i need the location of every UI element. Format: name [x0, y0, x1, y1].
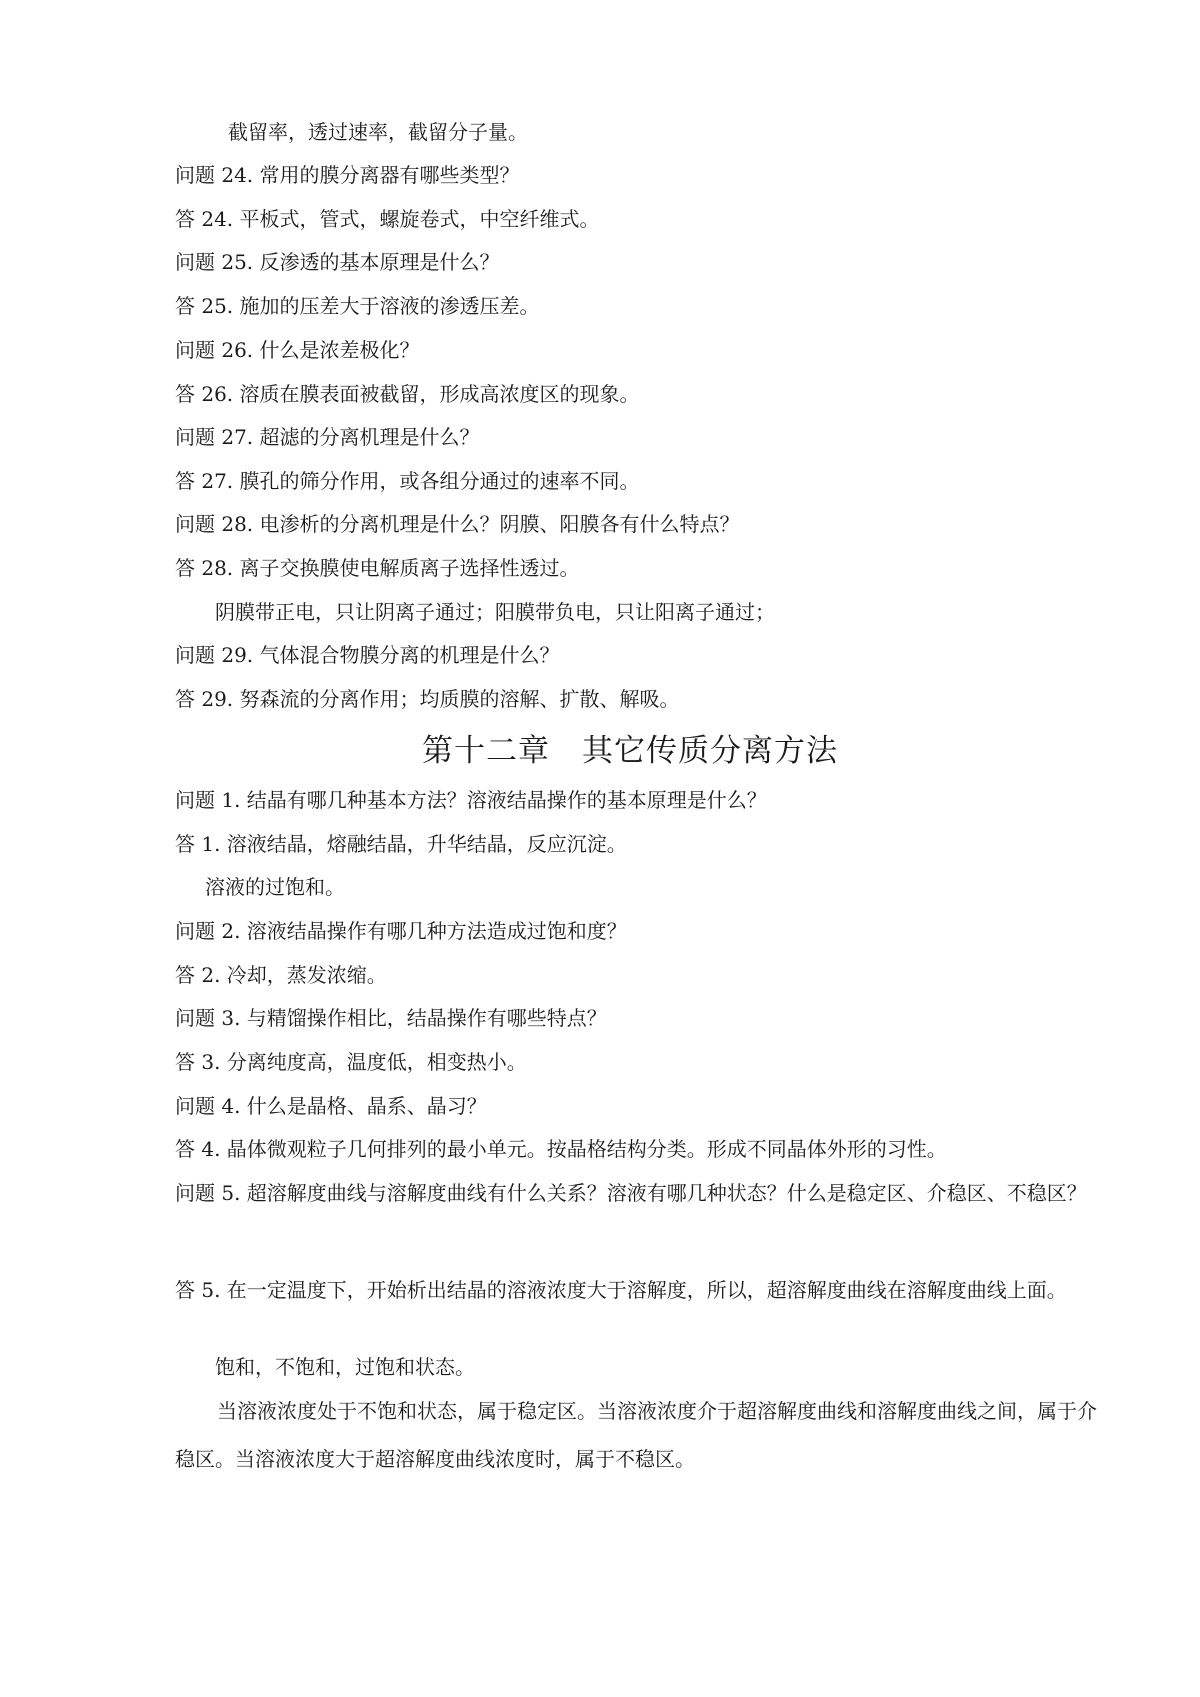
answer-24: 答 24. 平板式，管式，螺旋卷式，中空纤维式。 [175, 207, 600, 231]
answer-28-continuation: 阴膜带正电，只让阴离子通过；阳膜带负电，只让阳离子通过； [215, 600, 775, 624]
question-24: 问题 24. 常用的膜分离器有哪些类型？ [175, 163, 520, 187]
answer-26: 答 26. 溶质在膜表面被截留，形成高浓度区的现象。 [175, 382, 640, 406]
answer-2: 答 2. 冷却，蒸发浓缩。 [175, 963, 387, 987]
answer-5-regions: 当溶液浓度处于不饱和状态，属于稳定区。当溶液浓度介于超溶解度曲线和溶解度曲线之间，属于介稳区。当溶液浓度大于超溶解度曲线浓度时，属于不稳区。 [175, 1399, 1097, 1471]
question-26: 问题 26. 什么是浓差极化？ [175, 338, 420, 362]
answer-4: 答 4. 晶体微观粒子几何排列的最小单元。按晶格结构分类。形成不同晶体外形的习性。 [175, 1137, 947, 1161]
answer-1: 答 1. 溶液结晶，熔融结晶，升华结晶，反应沉淀。 [175, 832, 627, 856]
question-1: 问题 1. 结晶有哪几种基本方法？溶液结晶操作的基本原理是什么？ [175, 788, 767, 812]
answer-5: 答 5. 在一定温度下，开始析出结晶的溶液浓度大于溶解度，所以，超溶解度曲线在溶解度曲线上面。 [175, 1278, 1067, 1302]
answer-3: 答 3. 分离纯度高，温度低，相变热小。 [175, 1050, 527, 1074]
answer-1-continuation: 溶液的过饱和。 [205, 875, 345, 899]
question-3: 问题 3. 与精馏操作相比，结晶操作有哪些特点？ [175, 1006, 607, 1030]
question-5: 问题 5. 超溶解度曲线与溶解度曲线有什么关系？溶液有哪几种状态？什么是稳定区、介稳区、不稳区？ [175, 1181, 1087, 1205]
answer-continuation: 截留率，透过速率，截留分子量。 [228, 120, 528, 144]
answer-27: 答 27. 膜孔的筛分作用，或各组分通过的速率不同。 [175, 469, 640, 493]
answer-5-states: 饱和，不饱和，过饱和状态。 [215, 1355, 475, 1379]
question-25: 问题 25. 反渗透的基本原理是什么？ [175, 250, 500, 274]
answer-29: 答 29. 努森流的分离作用；均质膜的溶解、扩散、解吸。 [175, 687, 680, 711]
answer-28: 答 28. 离子交换膜使电解质离子选择性透过。 [175, 556, 580, 580]
answer-25: 答 25. 施加的压差大于溶液的渗透压差。 [175, 294, 540, 318]
chapter-title: 第十二章 其它传质分离方法 [422, 733, 838, 769]
question-4: 问题 4. 什么是晶格、晶系、晶习？ [175, 1094, 487, 1118]
question-2: 问题 2. 溶液结晶操作有哪几种方法造成过饱和度？ [175, 919, 627, 943]
question-27: 问题 27. 超滤的分离机理是什么？ [175, 425, 480, 449]
question-29: 问题 29. 气体混合物膜分离的机理是什么？ [175, 643, 560, 667]
question-28: 问题 28. 电渗析的分离机理是什么？阴膜、阳膜各有什么特点？ [175, 512, 740, 536]
